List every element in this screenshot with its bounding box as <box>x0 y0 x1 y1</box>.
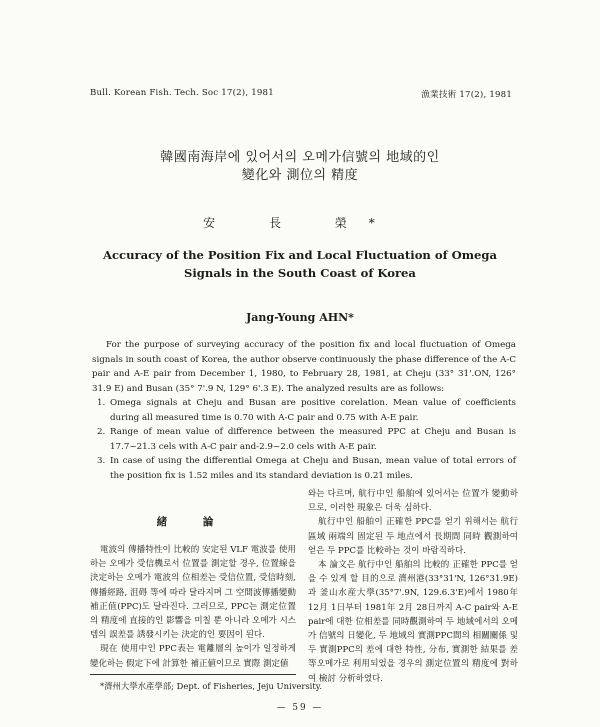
intro-continuation: 와는 다르며, 航行中인 船舶에 있어서는 位置가 變動하므로, 이러한 現象은 더욱 심하다. <box>308 489 518 514</box>
intro-paragraph-1: 電波의 傳播特性이 比較的 安定된 VLF 電波를 使用하는 오메가 受信機로서 位置를 測定할 경우, 位置線을 決定하는 오메가 電波의 位相差는 受信位置, 受信時刻, 傳播經路, 沮碍 等에 따라 달라지며 그 空間波傳播變動補正值(PPC)도 달라진다. 그러므로, PPC는 測定位置의 精度에 直接的인 影響을 미칠 뿐 아니라 오메가 시스템의 誤差를 誘發시키는 決定的인 要因이 된다. <box>90 545 296 641</box>
intro-paragraph-4: 本 論文은 航行中인 船舶의 比較的 正確한 PPC를 얻을 수 있게 할 目的으로 濟州港(33°31'N, 126°31.9E)과 釜山水産大學(35°7'.9N, 129.6.3'E)에서 1980年 12月 1日부터 1981年 2月 28日까지 A-C pair와 A-E pair에 대한 位相差를 同時觀測하여 두 地域에서의 오메가 信號의 日變化, 두 地域의 實測PPC間의 相關關係 및 두 實測PPC의 差에 대한 特性, 分布, 實測한 結果를 差等오메가로 利用되었을 경우의 測定位置의 精度에 對하여 檢討 分析하였다. <box>308 560 518 684</box>
right-column <box>308 487 518 686</box>
english-title-line-1: Accuracy of the Position Fix and Local Fluctuation of Omega <box>102 248 498 262</box>
result-item: 1. Omega signals at Cheju and Busan are positive corelation. Mean value of coefficients during all measured time is 0.70 with A-C pair and 0.75 with A-E pair. <box>108 396 516 425</box>
korean-title-line-1: 韓國南海岸에 있어서의 오메가信號의 地域的인 <box>160 150 440 165</box>
journal-citation-en: Bull. Korean Fish. Tech. Soc 17(2), 1981 <box>90 88 274 98</box>
affiliation-footnote: *濟州大學水產學部; Dept. of Fisheries, Jeju University. <box>100 681 323 691</box>
footnote-rule <box>90 674 296 675</box>
intro-paragraph-2: 現在 使用中인 PPC表는 電離層의 높이가 일정하게 變化하는 假定下에 計算한 補正値이므로 實際 測定値 <box>90 644 296 669</box>
journal-citation-kr: 漁業技術 17(2), 1981 <box>421 90 512 100</box>
intro-paragraph-3: 航行中인 船舶이 正確한 PPC를 얻기 위해서는 航行區域 兩端의 固定된 두 地点에서 長期間 同時 觀測하여 얻은 두 PPC를 比較하는 것이 바람직하다. <box>308 517 518 556</box>
section-heading-introduction: 緒 論 <box>156 516 230 528</box>
results-list <box>92 396 516 483</box>
abstract <box>92 338 516 483</box>
korean-title-line-2: 變化와 測位의 精度 <box>241 168 359 183</box>
left-column <box>90 543 296 671</box>
page-number: — 59 — <box>276 703 324 713</box>
author-korean: 安 長 榮* <box>203 216 397 230</box>
abstract-intro: For the purpose of surveying accuracy of the position fix and local fluctuation of Omega signals in south coast of Korea, the author observe continuously the phase difference of the A-C pair and A-E pair from December 1, 1980, to February 28, 1981, at Cheju (33° 31'.ON, 126° 31.9 E) and Busan (35° 7'.9 N, 129° 6'.3 E). The analyzed results are as follows: <box>92 340 516 394</box>
result-item: 2. Range of mean value of difference between the measured PPC at Cheju and Busan is 17.7~21.3 cels with A-C pair and-2.9~2.0 cels with A-E pair. <box>108 425 516 454</box>
result-item: 3. In case of using the differential Omega at Cheju and Busan, mean value of total errors of the position fix is 1.52 miles and its standard deviation is 0.21 miles. <box>108 454 516 483</box>
english-title-line-2: Signals in the South Coast of Korea <box>184 266 416 280</box>
author-english: Jang-Young AHN* <box>246 311 354 324</box>
